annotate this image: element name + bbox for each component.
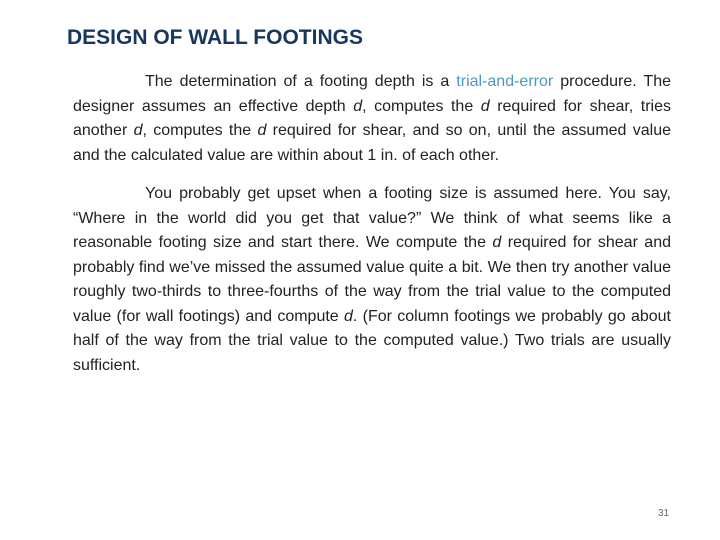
paragraph-1-text-3: , computes the bbox=[362, 97, 481, 115]
variable-d: d bbox=[353, 97, 363, 115]
variable-d: d bbox=[480, 97, 490, 115]
slide-title: DESIGN OF WALL FOOTINGS bbox=[67, 26, 363, 49]
variable-d: d bbox=[344, 307, 353, 325]
slide-content bbox=[73, 70, 671, 392]
variable-d: d bbox=[133, 122, 143, 139]
paragraph-1 bbox=[73, 70, 671, 168]
paragraph-1-text-1: The determination of a footing depth is a bbox=[145, 73, 457, 90]
paragraph-2-text-2: required for shear and probably find we’ve missed the assumed value quite a bit. We then try another value roughly two-thirds to three-fourths of the way from the trial value to the computed value (for wall footings) and compute bbox=[73, 234, 672, 325]
paragraph-1-text-2: procedure. The designer assumes an effective depth bbox=[73, 73, 671, 115]
paragraph-1-text-6: required for shear, and so on, until the assumed value and the calculated value are within about 1 in. of each other. bbox=[73, 122, 672, 164]
paragraph-1-text-4: required for shear, tries another bbox=[73, 97, 671, 139]
trial-and-error-highlight: trial-and-error bbox=[456, 73, 554, 90]
variable-d: d bbox=[257, 122, 267, 139]
paragraph-2 bbox=[73, 182, 671, 378]
page-number: 31 bbox=[658, 508, 670, 519]
paragraph-1-text-5: , computes the bbox=[142, 122, 258, 139]
variable-d: d bbox=[492, 234, 502, 251]
paragraph-2-text-3: . (For column footings we probably go about half of the way from the trial value to the computed value.) Two trials are usually sufficient. bbox=[73, 307, 672, 374]
paragraph-2-text-1: You probably get upset when a footing size is assumed here. You say, “Where in the world did you get that value?” We think of what seems like a reasonable footing size and start there. We compute the bbox=[73, 185, 671, 251]
